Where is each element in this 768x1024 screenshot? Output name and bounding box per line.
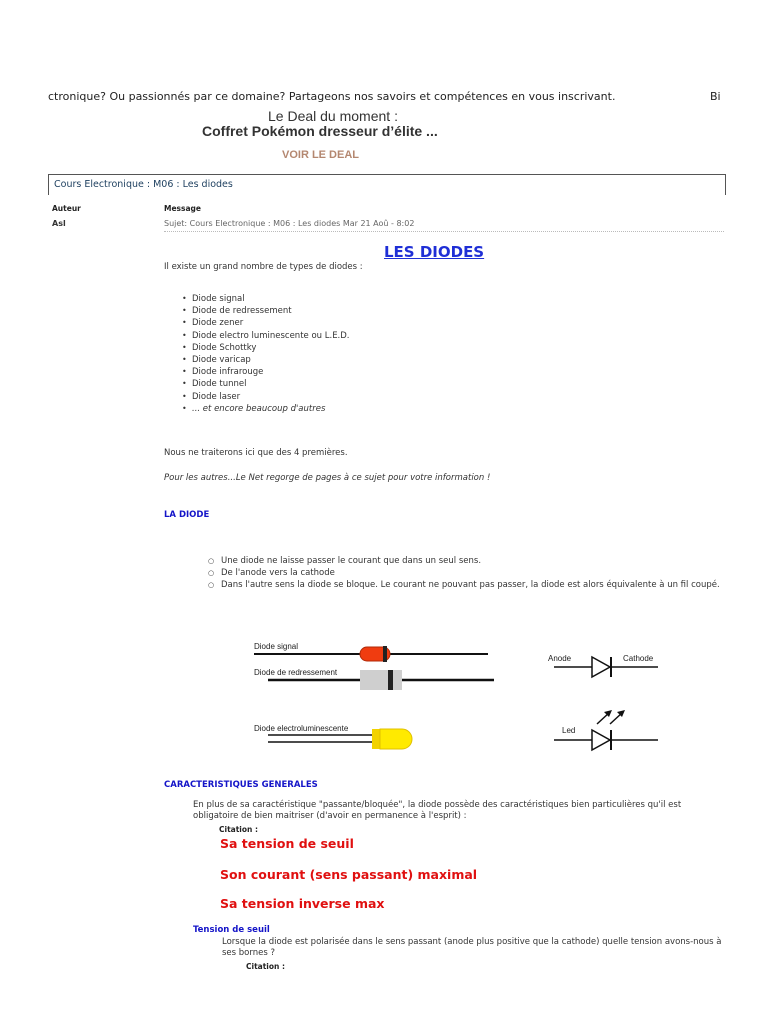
label-diode-redressement: Diode de redressement — [254, 668, 338, 677]
post-title[interactable]: LES DIODES — [384, 243, 485, 261]
list-item: • Diode varicap — [180, 354, 350, 366]
deal-title[interactable]: Coffret Pokémon dresseur d’élite ... — [202, 123, 438, 139]
rectifier-diode-band — [388, 670, 393, 690]
quote-tension-inverse: Sa tension inverse max — [220, 896, 385, 911]
quote-courant-max: Son courant (sens passant) maximal — [220, 867, 478, 882]
list-item: • Diode zener — [180, 317, 350, 329]
list-item: • Diode Schottky — [180, 342, 350, 354]
citation-label-2: Citation : — [246, 962, 285, 971]
diode-symbols-figure — [248, 636, 668, 762]
label-cathode: Cathode — [623, 654, 654, 663]
diode-points-list — [208, 555, 724, 591]
welcome-marquee — [0, 90, 768, 106]
diode-symbol-triangle — [592, 657, 610, 677]
carac-text: En plus de sa caractéristique "passante/bloquée", la diode possède des caractéristiques bien particulières qu'il est obligatoire de bien maitriser (d'avoir en permanence à l'esprit) : — [193, 800, 682, 821]
led-bulb — [380, 729, 412, 749]
label-anode: Anode — [548, 654, 572, 663]
list-item: • Diode laser — [180, 391, 350, 403]
section-la-diode: LA DIODE — [164, 510, 210, 520]
list-item: • ... et encore beaucoup d'autres — [180, 403, 350, 415]
topic-title[interactable]: Cours Electronique : M06 : Les diodes — [54, 179, 233, 190]
citation-label: Citation : — [219, 825, 258, 834]
section-caracteristiques: CARACTERISTIQUES GENERALES — [164, 780, 318, 790]
marquee-text: ctronique? Ou passionnés par ce domaine? Partageons nos savoirs et compétences en vous inscrivant. — [48, 90, 616, 103]
list-item: • Diode tunnel — [180, 378, 350, 390]
only-four-text: Nous ne traiterons ici que des 4 premières. — [164, 448, 348, 458]
topic-title-bar — [48, 174, 726, 195]
post-author[interactable]: Asl — [52, 219, 66, 228]
list-item: • Diode electro luminescente ou L.E.D. — [180, 330, 350, 342]
list-item: ○ De l'anode vers la cathode — [208, 567, 724, 579]
led-symbol-triangle — [592, 730, 610, 750]
deal-intro: Le Deal du moment : — [268, 108, 398, 124]
marquee-text-right: Bi — [710, 90, 721, 103]
deal-button[interactable]: VOIR LE DEAL — [282, 149, 360, 161]
label-diode-electro: Diode electroluminescente — [254, 724, 349, 733]
list-item: • Diode de redressement — [180, 305, 350, 317]
section-tension-seuil: Tension de seuil — [193, 925, 270, 935]
list-item: • Diode infrarouge — [180, 366, 350, 378]
column-author-header: Auteur — [52, 204, 81, 213]
rectifier-diode-body — [360, 670, 402, 690]
led-rim — [372, 729, 380, 749]
seuil-text: Lorsque la diode est polarisée dans le sens passant (anode plus positive que la cathode) quelle tension avons-nous à ses bornes ? — [222, 937, 722, 958]
label-diode-signal: Diode signal — [254, 642, 299, 651]
list-item: • Diode signal — [180, 293, 350, 305]
others-text: Pour les autres...Le Net regorge de pages à ce sujet pour votre information ! — [164, 473, 491, 483]
diode-types-list — [180, 293, 350, 415]
signal-diode-band — [383, 646, 387, 662]
quote-tension-seuil: Sa tension de seuil — [220, 836, 354, 851]
list-item: ○ Une diode ne laisse passer le courant que dans un seul sens. — [208, 555, 724, 567]
post-intro: Il existe un grand nombre de types de diodes : — [164, 262, 363, 272]
column-message-header: Message — [164, 204, 201, 213]
label-led: Led — [562, 726, 576, 735]
post-info: Sujet: Cours Electronique : M06 : Les diodes Mar 21 Aoû - 8:02 — [164, 219, 724, 232]
list-item: ○ Dans l'autre sens la diode se bloque. Le courant ne pouvant pas passer, la diode est alors équivalente à un fil coupé. — [208, 579, 724, 591]
